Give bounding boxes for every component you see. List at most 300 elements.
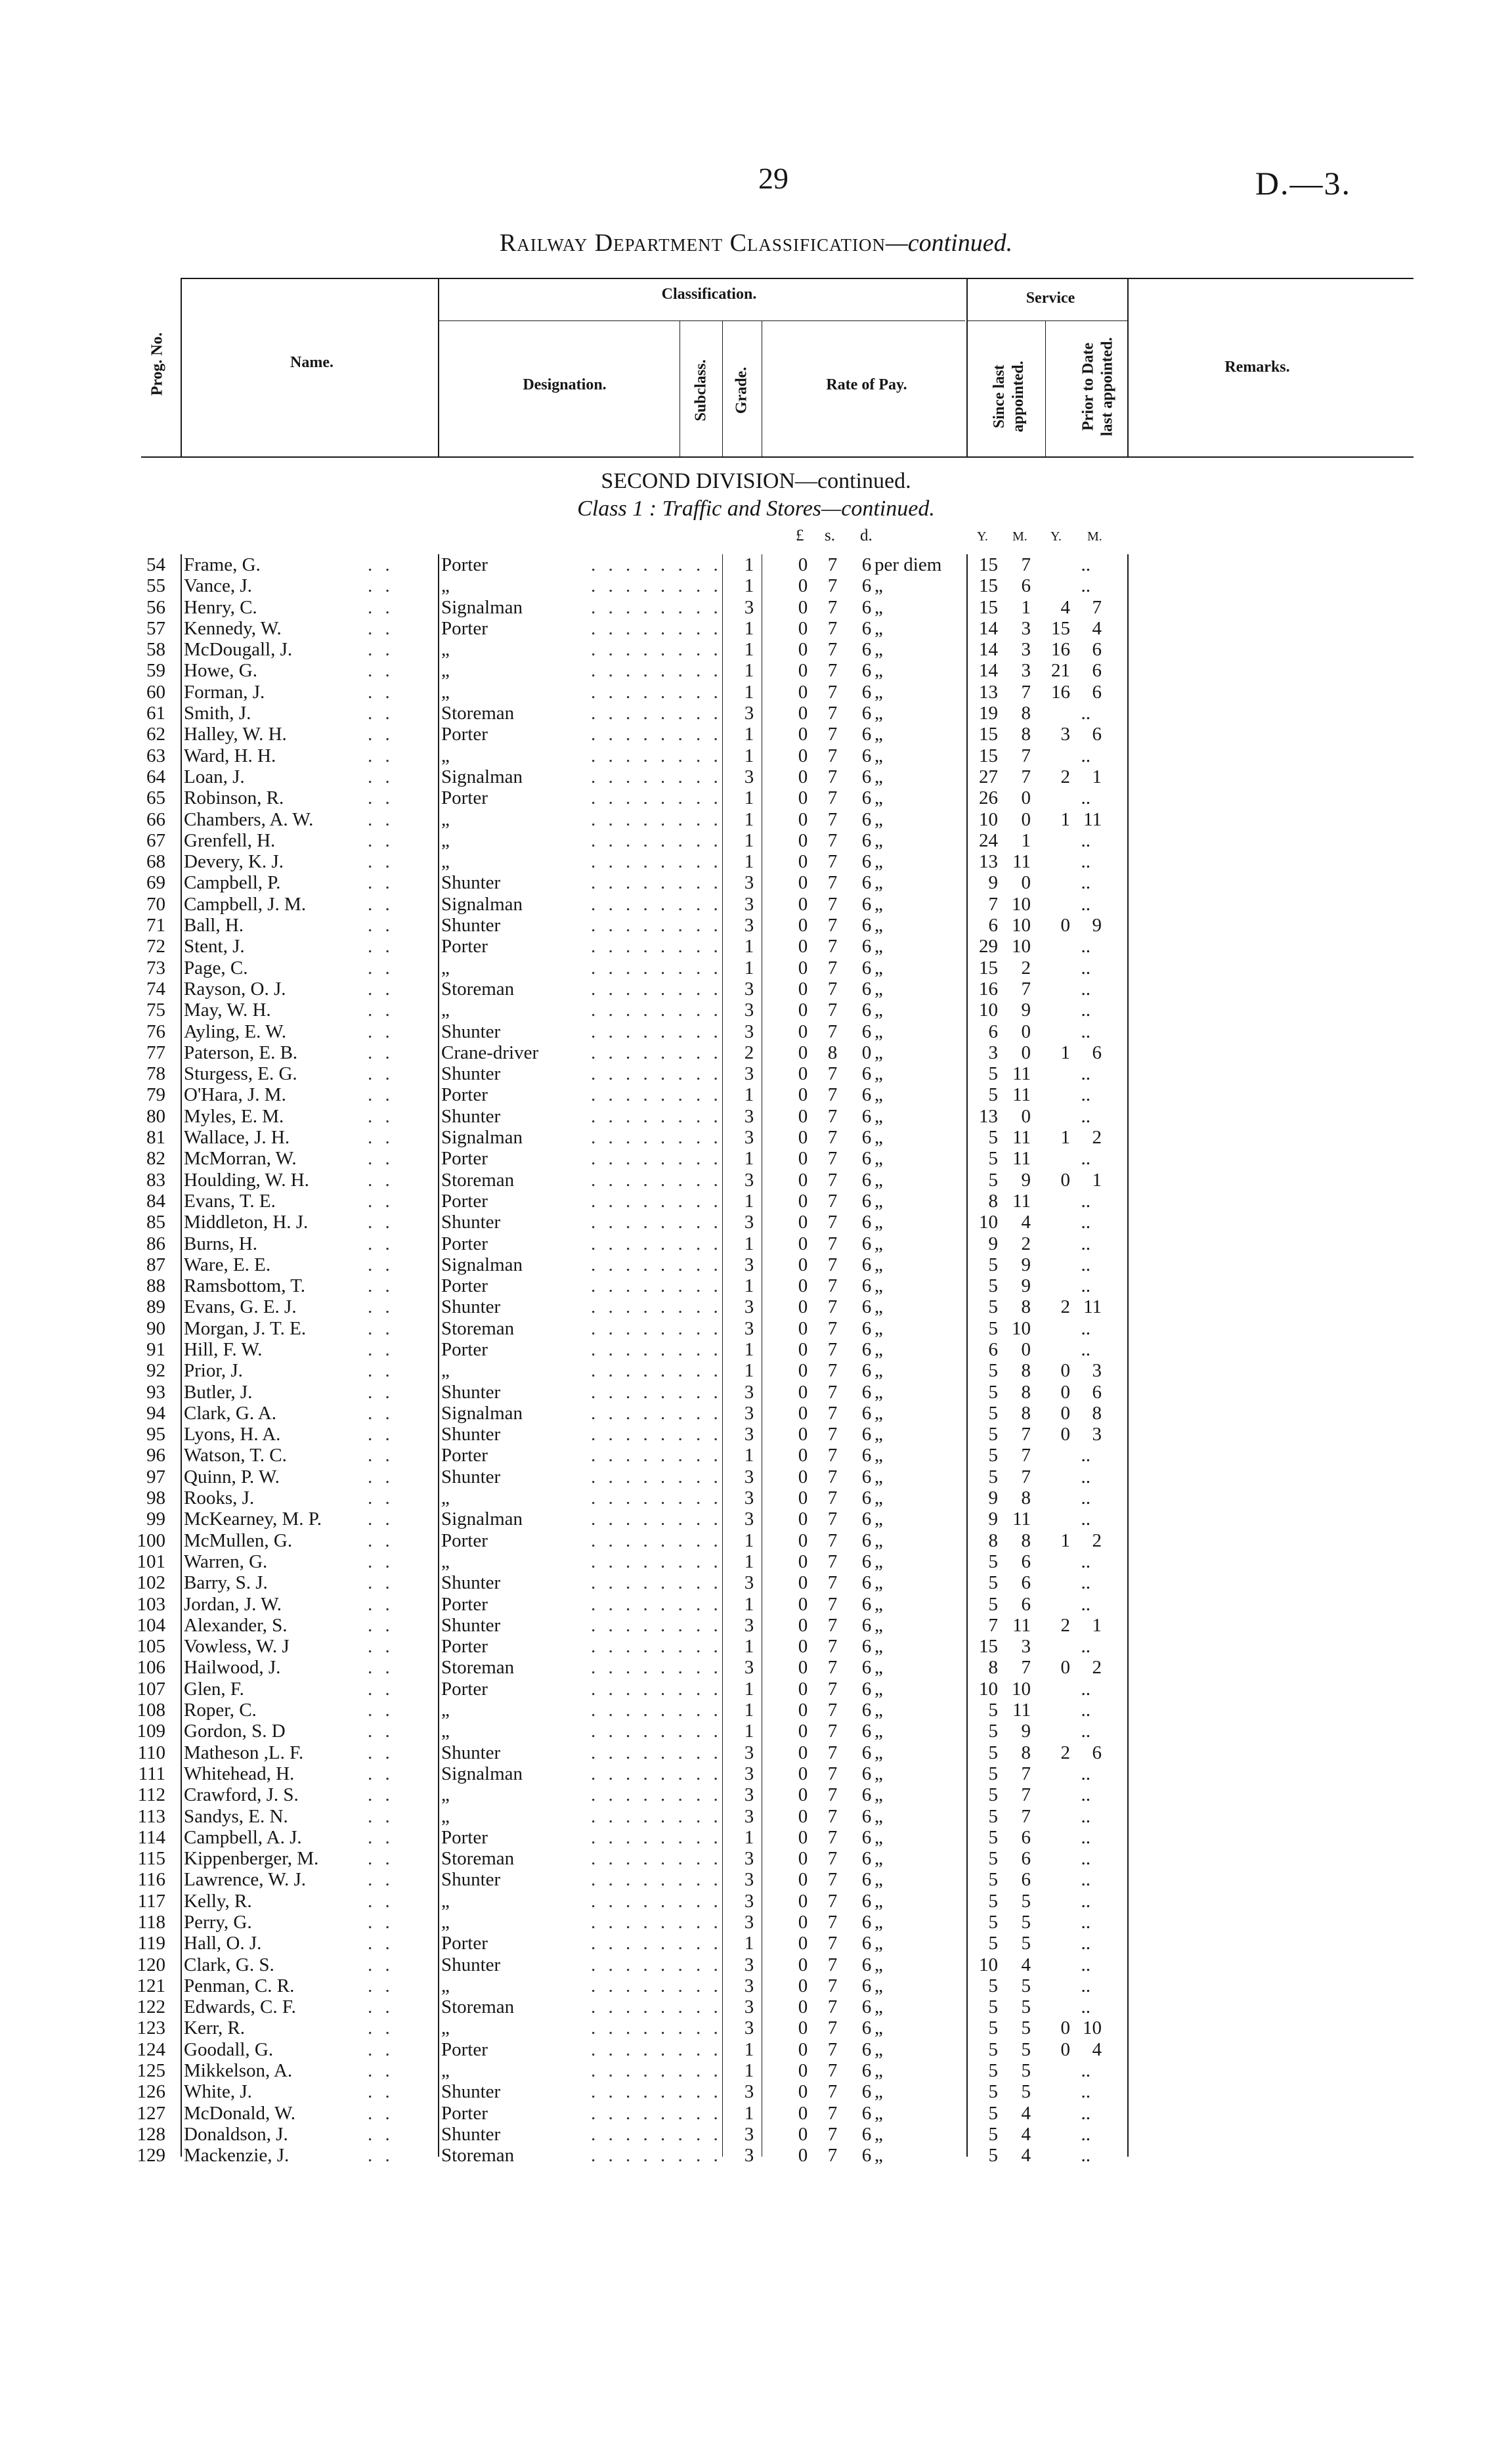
basis-cell: „: [875, 1763, 883, 1784]
pounds-cell: 0: [798, 1975, 808, 1996]
shillings-cell: 7: [827, 554, 838, 575]
subclass-cell: 3: [744, 1890, 754, 1912]
leader-dots: . .: [368, 851, 394, 873]
pounds-cell: 0: [798, 1763, 808, 1784]
designation-cell: Storeman: [441, 703, 515, 724]
prior-months-cell: 3: [1092, 1360, 1102, 1382]
since-months-cell: 0: [1021, 1042, 1031, 1063]
shillings-cell: 7: [827, 1424, 838, 1445]
shillings-cell: 7: [827, 1000, 838, 1021]
prior-years-cell: ..: [1081, 1848, 1091, 1870]
leader-dots: . .: [696, 1021, 722, 1042]
designation-cell: Shunter: [441, 872, 501, 894]
leader-dots: . .: [368, 1042, 394, 1063]
since-months-cell: 7: [1021, 1763, 1031, 1784]
table-row: [0, 575, 1512, 596]
table-row: [0, 1508, 1512, 1530]
shillings-cell: 7: [827, 2060, 838, 2082]
since-years-cell: 3: [988, 1042, 998, 1063]
designation-cell: „: [441, 575, 450, 597]
name-cell: Ayling, E. W.: [184, 1021, 287, 1042]
subclass-cell: 3: [744, 1000, 754, 1021]
prior-months-cell: 9: [1092, 915, 1102, 936]
since-months-cell: 10: [1012, 1678, 1031, 1700]
designation-cell: „: [441, 1487, 450, 1509]
designation-cell: „: [441, 1912, 450, 1933]
leader-dots: . .: [696, 1360, 722, 1382]
leader-dots: . . . . . .: [591, 1700, 687, 1721]
subclass-cell: 3: [744, 2123, 754, 2145]
prior-years-cell: ..: [1081, 2123, 1091, 2145]
designation-cell: Shunter: [441, 1424, 501, 1445]
shillings-cell: 7: [827, 1890, 838, 1912]
name-cell: Matheson ,L. F.: [184, 1742, 304, 1763]
leader-dots: . .: [368, 1593, 394, 1615]
subclass-cell: 3: [744, 2145, 754, 2167]
shillings-cell: 7: [827, 1572, 838, 1594]
subclass-cell: 3: [744, 893, 754, 915]
prog-no-cell: 95: [146, 1424, 165, 1445]
basis-cell: „: [875, 936, 883, 957]
pence-cell: 6: [861, 1678, 872, 1700]
pence-cell: 6: [861, 703, 872, 724]
shillings-cell: 7: [827, 1742, 838, 1763]
subclass-cell: 3: [744, 1381, 754, 1403]
pence-cell: 6: [861, 957, 872, 979]
leader-dots: . .: [368, 1869, 394, 1891]
basis-cell: „: [875, 1826, 883, 1848]
prior-years-cell: ..: [1081, 1338, 1091, 1360]
table-row: [0, 2081, 1512, 2102]
leader-dots: . .: [696, 1763, 722, 1784]
since-years-cell: 5: [988, 1869, 998, 1891]
table-row: [0, 830, 1512, 851]
designation-cell: Shunter: [441, 1105, 501, 1127]
leader-dots: . . . . . .: [591, 639, 687, 661]
since-months-cell: 5: [1021, 2038, 1031, 2060]
since-years-cell: 10: [979, 1212, 998, 1233]
table-row: [0, 2060, 1512, 2081]
prog-no-cell: 109: [137, 1721, 165, 1742]
subclass-cell: 1: [744, 617, 754, 639]
prog-no-cell: 76: [146, 1021, 165, 1042]
page-title: [0, 229, 1512, 257]
since-months-cell: 0: [1021, 1021, 1031, 1042]
since-months-cell: 10: [1012, 893, 1031, 915]
pence-cell: 6: [861, 1530, 872, 1551]
name-cell: Henry, C.: [184, 596, 257, 618]
table-row: [0, 1296, 1512, 1317]
basis-cell: „: [875, 1614, 883, 1636]
table-row: [0, 2017, 1512, 2038]
since-years-cell: 5: [988, 1275, 998, 1297]
designation-cell: Signalman: [441, 766, 523, 787]
name-cell: Sturgess, E. G.: [184, 1063, 297, 1085]
basis-cell: „: [875, 1721, 883, 1742]
leader-dots: . . . . . .: [591, 1021, 687, 1042]
since-months-cell: 10: [1012, 936, 1031, 957]
designation-cell: Signalman: [441, 1508, 523, 1530]
table-row: [0, 1975, 1512, 1996]
leader-dots: . .: [368, 2017, 394, 2039]
designation-cell: Signalman: [441, 1127, 523, 1149]
pounds-cell: 0: [798, 1424, 808, 1445]
leader-dots: . .: [696, 703, 722, 724]
unit-month-prior: M.: [1087, 529, 1102, 544]
leader-dots: . .: [696, 1381, 722, 1403]
since-months-cell: 8: [1021, 1742, 1031, 1763]
basis-cell: „: [875, 1000, 883, 1021]
subclass-cell: 1: [744, 2038, 754, 2060]
since-years-cell: 9: [988, 1487, 998, 1509]
name-cell: Vance, J.: [184, 575, 252, 597]
leader-dots: . . . . . .: [591, 1742, 687, 1763]
leader-dots: . .: [696, 1296, 722, 1318]
since-years-cell: 13: [979, 681, 998, 703]
shillings-cell: 7: [827, 1869, 838, 1891]
pence-cell: 6: [861, 936, 872, 957]
leader-dots: . .: [368, 1487, 394, 1509]
leader-dots: . . . . . .: [591, 1169, 687, 1191]
header-classification: Classification.: [661, 286, 757, 303]
designation-cell: „: [441, 1700, 450, 1721]
prog-no-cell: 122: [137, 1996, 165, 2018]
basis-cell: „: [875, 1848, 883, 1870]
pence-cell: 6: [861, 2038, 872, 2060]
name-cell: McDougall, J.: [184, 639, 293, 661]
leader-dots: . .: [368, 575, 394, 597]
leader-dots: . .: [696, 1975, 722, 1996]
since-years-cell: 5: [988, 1721, 998, 1742]
pounds-cell: 0: [798, 1402, 808, 1424]
since-years-cell: 26: [979, 787, 998, 809]
name-cell: Hall, O. J.: [184, 1933, 262, 1954]
leader-dots: . . . . . .: [591, 1148, 687, 1170]
subclass-cell: 3: [744, 1424, 754, 1445]
since-years-cell: 8: [988, 1190, 998, 1212]
basis-cell: „: [875, 851, 883, 873]
designation-cell: Signalman: [441, 893, 523, 915]
leader-dots: . .: [696, 787, 722, 809]
pence-cell: 6: [861, 1763, 872, 1784]
subclass-cell: 1: [744, 1593, 754, 1615]
table-row: [0, 1360, 1512, 1381]
name-cell: Perry, G.: [184, 1912, 252, 1933]
since-months-cell: 11: [1012, 1127, 1031, 1149]
name-cell: Edwards, C. F.: [184, 1996, 296, 2018]
prog-no-cell: 75: [146, 1000, 165, 1021]
prior-years-cell: ..: [1081, 1084, 1091, 1106]
since-months-cell: 7: [1021, 1805, 1031, 1827]
vline-6: [966, 278, 968, 456]
prior-months-cell: 2: [1092, 1657, 1102, 1679]
leader-dots: . . . . . .: [591, 1975, 687, 1996]
basis-cell: „: [875, 660, 883, 682]
name-cell: Halley, W. H.: [184, 724, 287, 745]
pounds-cell: 0: [798, 1105, 808, 1127]
since-months-cell: 8: [1021, 1360, 1031, 1382]
since-months-cell: 5: [1021, 2081, 1031, 2103]
name-cell: Grenfell, H.: [184, 829, 276, 851]
pence-cell: 6: [861, 851, 872, 873]
prog-no-cell: 108: [137, 1700, 165, 1721]
leader-dots: . .: [696, 724, 722, 745]
since-years-cell: 14: [979, 660, 998, 682]
prog-no-cell: 115: [137, 1848, 165, 1870]
header-grade: Grade.: [733, 366, 750, 414]
leader-dots: . . . . . .: [591, 2017, 687, 2039]
pounds-cell: 0: [798, 1360, 808, 1382]
pence-cell: 6: [861, 1508, 872, 1530]
leader-dots: . .: [368, 1954, 394, 1975]
since-months-cell: 2: [1021, 957, 1031, 979]
leader-dots: . .: [368, 2145, 394, 2167]
name-cell: Forman, J.: [184, 681, 265, 703]
leader-dots: . .: [696, 617, 722, 639]
name-cell: Mikkelson, A.: [184, 2060, 293, 2082]
pounds-cell: 0: [798, 808, 808, 830]
designation-cell: Signalman: [441, 1254, 523, 1275]
shillings-cell: 7: [827, 1508, 838, 1530]
header-name: Name.: [290, 354, 334, 371]
subclass-cell: 3: [744, 1402, 754, 1424]
subclass-cell: 1: [744, 1338, 754, 1360]
leader-dots: . .: [368, 1551, 394, 1572]
leader-dots: . .: [696, 1317, 722, 1339]
leader-dots: . .: [696, 2038, 722, 2060]
name-cell: White, J.: [184, 2081, 252, 2103]
since-years-cell: 13: [979, 1105, 998, 1127]
prog-no-cell: 103: [137, 1593, 165, 1615]
leader-dots: . .: [368, 1317, 394, 1339]
leader-dots: . .: [696, 1402, 722, 1424]
section-class: Class 1 : Traffic and Stores—continued.: [577, 496, 935, 521]
prog-no-cell: 119: [137, 1933, 165, 1954]
table-row: [0, 1530, 1512, 1551]
leader-dots: . .: [696, 1084, 722, 1106]
pence-cell: 6: [861, 2145, 872, 2167]
since-months-cell: 3: [1021, 639, 1031, 661]
pounds-cell: 0: [798, 2038, 808, 2060]
since-months-cell: 4: [1021, 2123, 1031, 2145]
shillings-cell: 7: [827, 745, 838, 766]
subclass-cell: 3: [744, 1996, 754, 2018]
leader-dots: . . . . . .: [591, 1805, 687, 1827]
subclass-cell: 3: [744, 1869, 754, 1891]
since-years-cell: 16: [979, 978, 998, 1000]
designation-cell: Storeman: [441, 1317, 515, 1339]
basis-cell: „: [875, 1572, 883, 1594]
designation-cell: Storeman: [441, 1996, 515, 2018]
since-years-cell: 5: [988, 1593, 998, 1615]
basis-cell: „: [875, 703, 883, 724]
since-years-cell: 27: [979, 766, 998, 787]
pounds-cell: 0: [798, 1275, 808, 1297]
shillings-cell: 7: [827, 1190, 838, 1212]
leader-dots: . .: [696, 893, 722, 915]
leader-dots: . .: [368, 724, 394, 745]
leader-dots: . .: [696, 1954, 722, 1975]
pounds-cell: 0: [798, 1551, 808, 1572]
prog-no-cell: 125: [137, 2060, 165, 2082]
leader-dots: . . . . . .: [591, 1848, 687, 1870]
prior-years-cell: ..: [1081, 1466, 1091, 1487]
leader-dots: . . . . . .: [591, 554, 687, 575]
basis-cell: „: [875, 957, 883, 979]
name-cell: Lyons, H. A.: [184, 1424, 281, 1445]
leader-dots: . .: [368, 1360, 394, 1382]
subclass-cell: 2: [744, 1042, 754, 1063]
since-months-cell: 11: [1012, 1508, 1031, 1530]
designation-cell: Shunter: [441, 1954, 501, 1975]
prior-months-cell: 2: [1092, 1127, 1102, 1149]
name-cell: Myles, E. M.: [184, 1105, 284, 1127]
designation-cell: Signalman: [441, 596, 523, 618]
leader-dots: . . . . . .: [591, 724, 687, 745]
prior-years-cell: ..: [1081, 1063, 1091, 1085]
since-months-cell: 4: [1021, 1212, 1031, 1233]
prior-years-cell: ..: [1081, 957, 1091, 979]
prior-years-cell: ..: [1081, 1636, 1091, 1658]
basis-cell: „: [875, 1593, 883, 1615]
prior-months-cell: 6: [1092, 1381, 1102, 1403]
designation-cell: Porter: [441, 1084, 488, 1106]
since-years-cell: 15: [979, 575, 998, 597]
leader-dots: . .: [696, 872, 722, 894]
prior-years-cell: ..: [1081, 1721, 1091, 1742]
subclass-cell: 1: [744, 554, 754, 575]
leader-dots: . .: [696, 1890, 722, 1912]
designation-cell: Shunter: [441, 2123, 501, 2145]
prior-years-cell: ..: [1081, 1254, 1091, 1275]
table-row: [0, 1170, 1512, 1191]
subclass-cell: 3: [744, 1614, 754, 1636]
prior-years-cell: ..: [1081, 1275, 1091, 1297]
subclass-cell: 1: [744, 1233, 754, 1254]
designation-cell: Storeman: [441, 978, 515, 1000]
leader-dots: . .: [368, 1169, 394, 1191]
shillings-cell: 7: [827, 872, 838, 894]
name-cell: Devery, K. J.: [184, 851, 284, 873]
since-years-cell: 9: [988, 872, 998, 894]
leader-dots: . . . . . .: [591, 893, 687, 915]
since-years-cell: 5: [988, 1424, 998, 1445]
leader-dots: . . . . . .: [591, 1763, 687, 1784]
prior-years-cell: ..: [1081, 1000, 1091, 1021]
leader-dots: . . . . . .: [591, 745, 687, 766]
prog-no-cell: 84: [146, 1190, 165, 1212]
since-months-cell: 5: [1021, 1996, 1031, 2018]
prior-years-cell: 0: [1060, 1657, 1070, 1679]
prior-months-cell: 2: [1092, 1530, 1102, 1551]
leader-dots: . .: [368, 829, 394, 851]
leader-dots: . . . . . .: [591, 575, 687, 597]
page-number: 29: [758, 162, 788, 195]
basis-cell: „: [875, 1127, 883, 1149]
prior-months-cell: 10: [1083, 2017, 1102, 2039]
since-months-cell: 8: [1021, 724, 1031, 745]
leader-dots: . .: [368, 681, 394, 703]
leader-dots: . . . . . .: [591, 1551, 687, 1572]
leader-dots: . . . . . .: [591, 1317, 687, 1339]
pence-cell: 6: [861, 1296, 872, 1318]
prior-months-cell: 6: [1092, 681, 1102, 703]
basis-cell: „: [875, 872, 883, 894]
name-cell: Hill, F. W.: [184, 1338, 263, 1360]
shillings-cell: 7: [827, 915, 838, 936]
leader-dots: . . . . . .: [591, 1678, 687, 1700]
name-cell: Goodall, G.: [184, 2038, 274, 2060]
pounds-cell: 0: [798, 617, 808, 639]
pounds-cell: 0: [798, 1148, 808, 1170]
designation-cell: Porter: [441, 1190, 488, 1212]
prog-no-cell: 88: [146, 1275, 165, 1297]
pounds-cell: 0: [798, 596, 808, 618]
prog-no-cell: 99: [146, 1508, 165, 1530]
since-months-cell: 11: [1012, 1614, 1031, 1636]
prior-years-cell: ..: [1081, 1805, 1091, 1827]
since-months-cell: 0: [1021, 808, 1031, 830]
leader-dots: . .: [368, 893, 394, 915]
leader-dots: . .: [368, 1084, 394, 1106]
prior-years-cell: ..: [1081, 2081, 1091, 2103]
name-cell: Ward, H. H.: [184, 745, 276, 766]
subclass-cell: 1: [744, 1190, 754, 1212]
since-months-cell: 8: [1021, 1402, 1031, 1424]
since-years-cell: 14: [979, 639, 998, 661]
since-years-cell: 5: [988, 1063, 998, 1085]
leader-dots: . . . . . .: [591, 2145, 687, 2167]
shillings-cell: 7: [827, 660, 838, 682]
name-cell: Chambers, A. W.: [184, 808, 314, 830]
since-years-cell: 5: [988, 2060, 998, 2082]
prior-years-cell: ..: [1081, 2060, 1091, 2082]
designation-cell: „: [441, 1805, 450, 1827]
table-row: [0, 703, 1512, 724]
prog-no-cell: 55: [146, 575, 165, 597]
pounds-cell: 0: [798, 745, 808, 766]
pence-cell: 6: [861, 2060, 872, 2082]
subclass-cell: 1: [744, 745, 754, 766]
table-row: [0, 745, 1512, 766]
pounds-cell: 0: [798, 1381, 808, 1403]
name-cell: Burns, H.: [184, 1233, 257, 1254]
designation-cell: „: [441, 829, 450, 851]
basis-cell: „: [875, 2081, 883, 2103]
table-row: [0, 597, 1512, 618]
leader-dots: . .: [696, 957, 722, 979]
unit-pound: £: [796, 527, 804, 544]
pence-cell: 6: [861, 660, 872, 682]
since-years-cell: 6: [988, 1021, 998, 1042]
leader-dots: . .: [696, 808, 722, 830]
pounds-cell: 0: [798, 1466, 808, 1487]
since-months-cell: 5: [1021, 1933, 1031, 1954]
leader-dots: . .: [368, 1190, 394, 1212]
subclass-cell: 3: [744, 1763, 754, 1784]
prior-years-cell: ..: [1081, 1212, 1091, 1233]
designation-cell: Shunter: [441, 1572, 501, 1594]
prog-no-cell: 126: [137, 2081, 165, 2103]
leader-dots: . .: [368, 1996, 394, 2018]
leader-dots: . . . . . .: [591, 1721, 687, 1742]
table-row: [0, 1487, 1512, 1508]
unit-shillings: s.: [825, 527, 835, 544]
leader-dots: . . . . . .: [591, 2081, 687, 2103]
pence-cell: 6: [861, 575, 872, 597]
basis-cell: „: [875, 893, 883, 915]
leader-dots: . .: [696, 639, 722, 661]
